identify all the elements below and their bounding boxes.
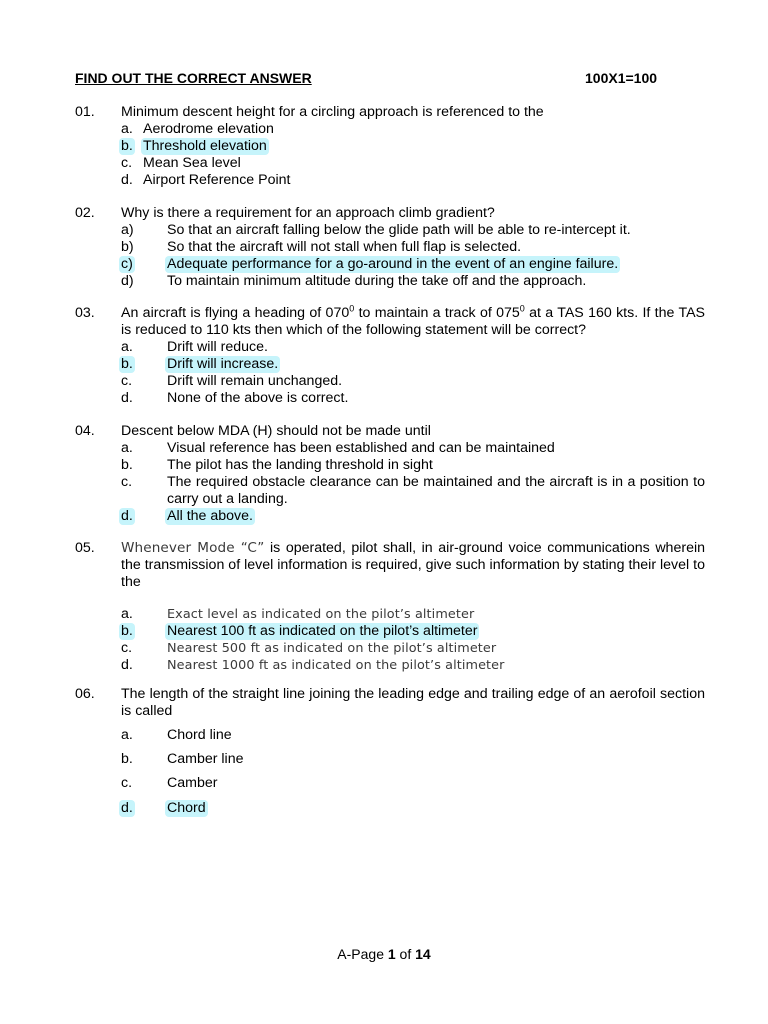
question-03: [75, 305, 705, 407]
header-marks: 100X1=100: [585, 70, 658, 86]
superscript: 0: [519, 303, 525, 314]
option-label: b.: [121, 623, 133, 639]
option-text: The pilot has the landing threshold in sight: [167, 457, 433, 473]
page-total: 14: [415, 946, 431, 962]
question-stem: Why is there a requirement for an approach climb gradient?: [121, 205, 495, 221]
stem-part: to maintain a track of 075: [354, 305, 520, 321]
question-04: [75, 423, 705, 525]
option-label: c.: [121, 640, 133, 656]
header-title: FIND OUT THE CORRECT ANSWER: [75, 70, 312, 86]
option-c: [75, 775, 705, 800]
option-label: b.: [121, 751, 133, 767]
question-05: [75, 540, 705, 674]
option-label: c): [121, 256, 133, 272]
question-01: [75, 104, 705, 189]
option-b: [75, 457, 705, 474]
option-a: [75, 440, 705, 457]
question-stem: The length of the straight line joining the leading edge and trailing edge of an aerofoil section is called: [121, 686, 705, 719]
option-text: Airport Reference Point: [143, 172, 291, 188]
option-text: Chord: [167, 800, 206, 816]
option-text: Mean Sea level: [143, 155, 241, 171]
option-c: [75, 155, 705, 172]
option-label: b.: [121, 138, 133, 154]
option-d-answer: [75, 800, 705, 817]
question-stem: [121, 540, 705, 591]
spacer: [75, 591, 705, 606]
option-label: d.: [121, 172, 133, 188]
question-number: 05.: [75, 540, 95, 556]
option-text: Nearest 500 ft as indicated on the pilot’s altimeter: [167, 641, 497, 656]
option-text: All the above.: [167, 508, 253, 524]
option-label: d.: [121, 508, 133, 524]
question-number: 03.: [75, 305, 95, 321]
option-c-answer: [75, 256, 705, 273]
option-b: [75, 239, 705, 256]
stem-part: An aircraft is flying a heading of 070: [121, 305, 350, 321]
option-c: [75, 640, 705, 657]
question-stem: Descent below MDA (H) should not be made until: [121, 423, 431, 439]
option-b-answer: [75, 356, 705, 373]
option-b-answer: [75, 138, 705, 155]
option-text: Nearest 100 ft as indicated on the pilot’s altimeter: [167, 623, 478, 639]
stem-part: is operated, pilot shall, in air-ground voice communications wherein the transmission of level information is required, give such information by stating their level to the: [121, 540, 705, 590]
option-a: [75, 339, 705, 356]
option-label: c.: [121, 155, 133, 171]
page-prefix: A-Page: [337, 946, 388, 962]
option-text: Drift will increase.: [167, 356, 279, 372]
option-text: Aerodrome elevation: [143, 121, 274, 137]
option-a: [75, 222, 705, 239]
page-of: of: [395, 946, 416, 962]
option-d-answer: [75, 508, 705, 525]
option-label: b.: [121, 457, 133, 473]
option-d: [75, 172, 705, 189]
option-text: So that the aircraft will not stall when full flap is selected.: [167, 239, 522, 255]
option-label: a.: [121, 727, 133, 743]
option-label: c.: [121, 373, 133, 389]
option-text: Exact level as indicated on the pilot’s altimeter: [167, 607, 475, 622]
option-label: a.: [121, 440, 133, 456]
stem-part: Whenever Mode “C”: [121, 540, 265, 556]
question-06: [75, 686, 705, 817]
option-c: [75, 373, 705, 390]
option-label: d.: [121, 800, 133, 816]
page-header: [75, 70, 705, 86]
option-text: The required obstacle clearance can be maintained and the aircraft is in a position to carry out a landing.: [167, 474, 705, 507]
question-number: 04.: [75, 423, 95, 439]
question-number: 01.: [75, 104, 95, 120]
option-text: Adequate performance for a go-around in the event of an engine failure.: [167, 256, 619, 272]
page-footer: [0, 946, 768, 962]
option-text: So that an aircraft falling below the glide path will be able to re-intercept it.: [167, 222, 631, 238]
option-a: [75, 121, 705, 138]
option-label: c.: [121, 775, 133, 791]
option-label: a): [121, 222, 134, 238]
question-02: [75, 205, 705, 290]
option-text: Visual reference has been established and can be maintained: [167, 440, 555, 456]
option-label: d.: [121, 390, 133, 406]
option-label: b): [121, 239, 134, 255]
superscript: 0: [349, 303, 355, 314]
option-label: d): [121, 273, 134, 289]
question-number: 02.: [75, 205, 95, 221]
option-label: c.: [121, 474, 133, 490]
option-b: [75, 751, 705, 775]
option-b-answer: [75, 623, 705, 640]
question-stem: [121, 305, 705, 339]
option-text: Camber line: [167, 751, 244, 767]
option-text: Drift will reduce.: [167, 339, 268, 355]
option-text: Camber: [167, 775, 218, 791]
option-label: b.: [121, 356, 133, 372]
option-text: Nearest 1000 ft as indicated on the pilot’s altimeter: [167, 658, 505, 673]
page-current: 1: [387, 946, 396, 962]
option-label: d.: [121, 657, 133, 673]
option-label: a.: [121, 606, 133, 622]
stem-part: at a TAS 160 kts. If the TAS is reduced to 110 kts then which of the following statement will be correct?: [121, 305, 706, 338]
question-number: 06.: [75, 686, 95, 702]
option-text: Drift will remain unchanged.: [167, 373, 343, 389]
option-text: Threshold elevation: [143, 138, 267, 154]
option-a: [75, 606, 705, 623]
option-d: [75, 657, 705, 674]
option-label: a.: [121, 121, 133, 137]
option-text: Chord line: [167, 727, 232, 743]
option-text: To maintain minimum altitude during the take off and the approach.: [167, 273, 587, 289]
option-c: [75, 474, 705, 508]
question-stem: Minimum descent height for a circling approach is referenced to the: [121, 104, 544, 120]
option-label: a.: [121, 339, 133, 355]
option-d: [75, 273, 705, 290]
option-d: [75, 390, 705, 407]
option-a: [75, 727, 705, 751]
option-text: None of the above is correct.: [167, 390, 349, 406]
spacer: [75, 720, 705, 727]
